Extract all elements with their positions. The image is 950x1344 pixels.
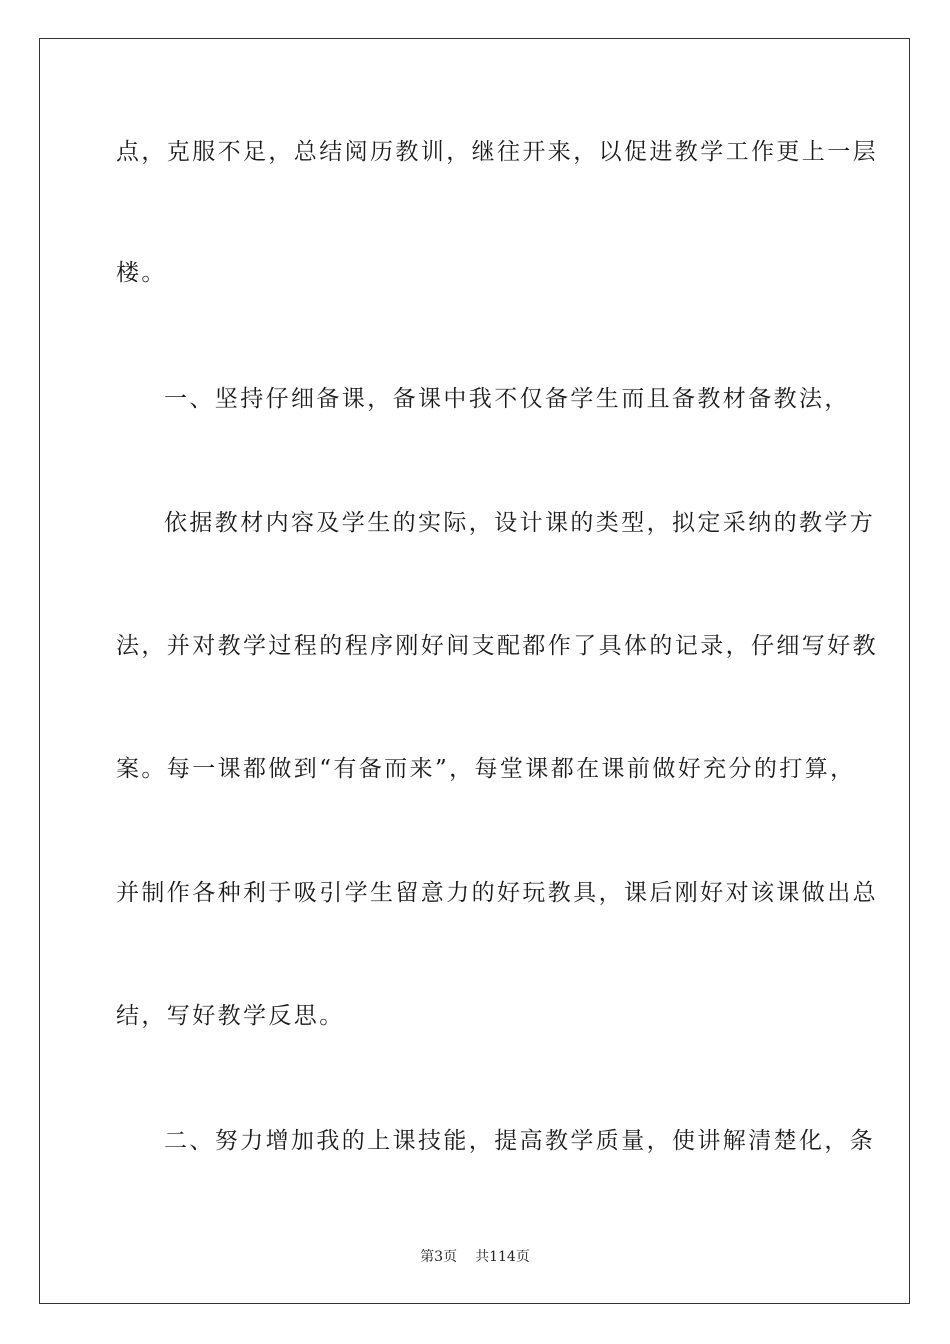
body-line-9: 二、努力增加我的上课技能，提高教学质量，使讲解清楚化，条 (164, 1128, 876, 1154)
body-line-1: 点，克服不足，总结阅历教训，继往开来，以促进教学工作更上一层 (116, 139, 878, 165)
body-line-6: 案。每一课都做到“有备而来”，每堂课都在课前做好充分的打算， (116, 756, 856, 782)
body-line-2: 楼。 (116, 260, 167, 286)
page-footer (0, 1246, 950, 1266)
page-border (39, 38, 910, 1304)
body-line-3: 一、坚持仔细备课，备课中我不仅备学生而且备教材备教法， (164, 386, 850, 412)
page-total: 共114页 (475, 1249, 530, 1265)
page-number: 第3页 (420, 1249, 458, 1265)
body-line-4: 依据教材内容及学生的实际，设计课的类型，拟定采纳的教学方 (164, 510, 876, 536)
body-line-5: 法，并对教学过程的程序刚好间支配都作了具体的记录，仔细写好教 (116, 633, 878, 659)
body-line-8: 结，写好教学反思。 (116, 1003, 345, 1029)
body-line-7: 并制作各种利于吸引学生留意力的好玩教具，课后刚好对该课做出总 (116, 880, 878, 906)
